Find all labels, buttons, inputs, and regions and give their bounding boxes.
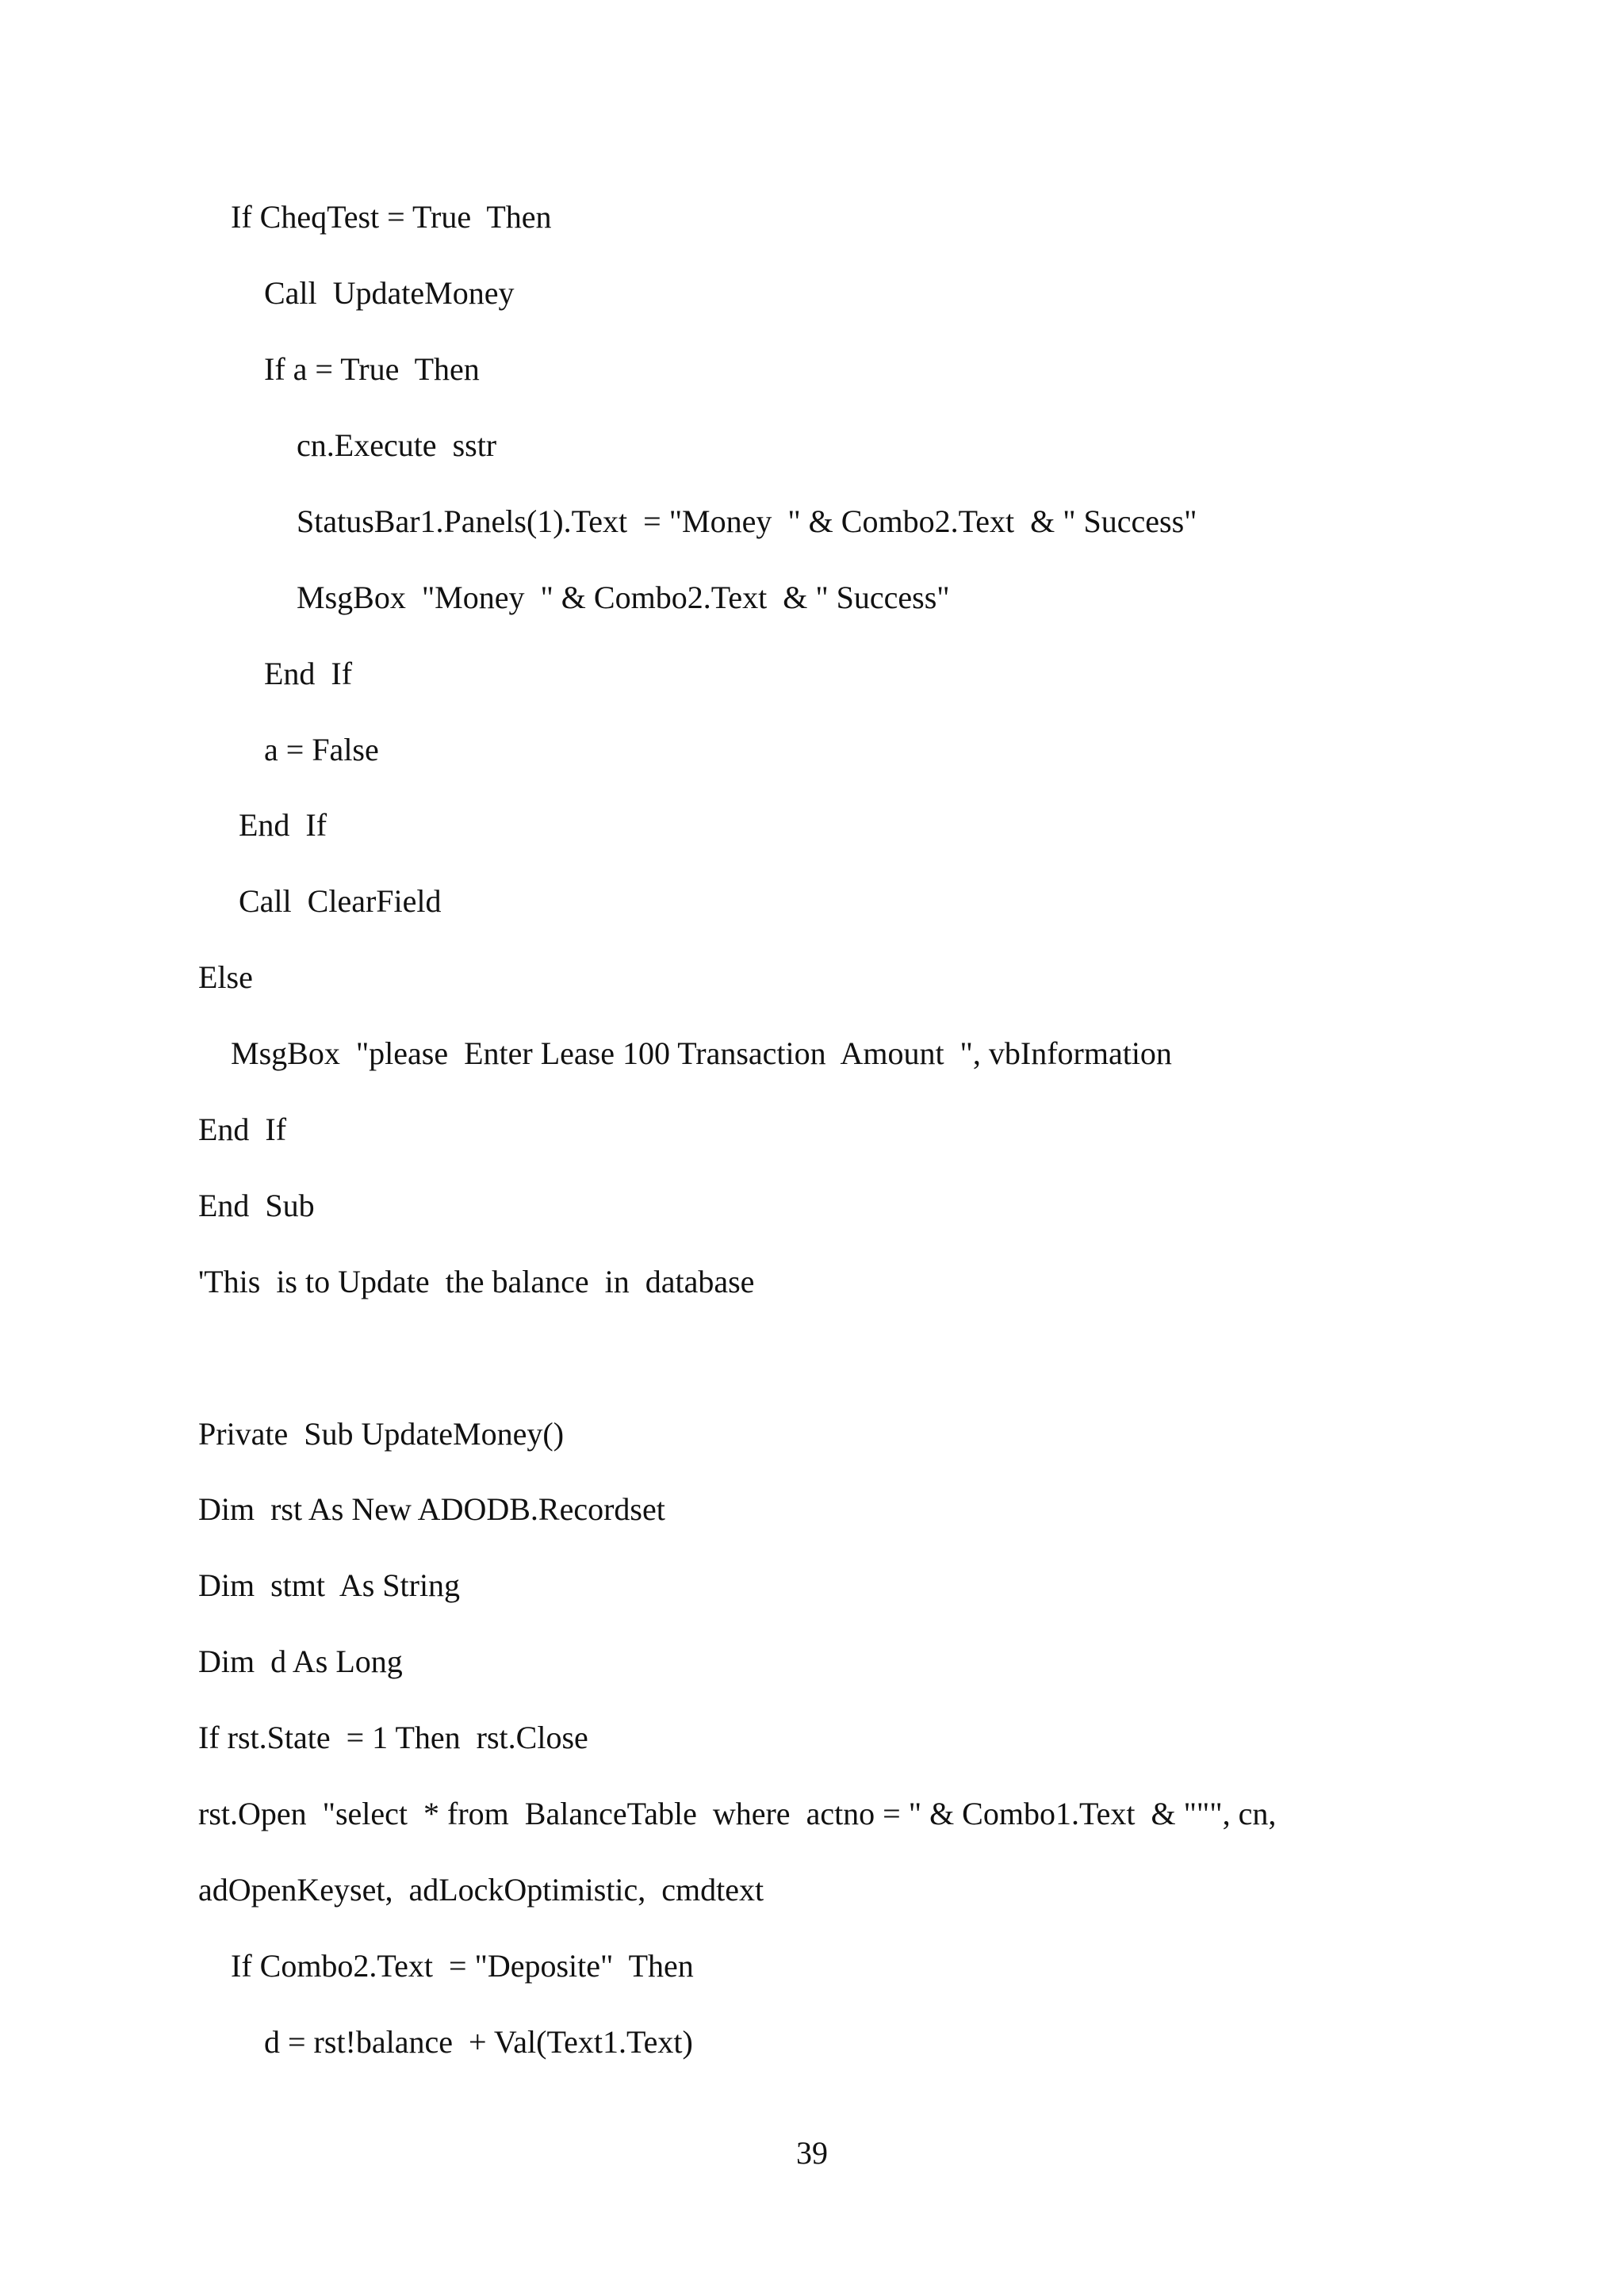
code-line: MsgBox "please Enter Lease 100 Transaction Amount ", vbInformation <box>231 1035 1172 1071</box>
code-line: End If <box>264 656 353 691</box>
code-line: End If <box>239 807 327 843</box>
code-line: rst.Open "select * from BalanceTable where actno = " & Combo1.Text & """, cn, <box>198 1796 1277 1831</box>
code-line: Else <box>198 959 253 995</box>
code-comment: 'This is to Update the balance in database <box>198 1264 755 1299</box>
code-line: a = False <box>264 732 379 767</box>
code-line: Dim stmt As String <box>198 1567 461 1603</box>
code-line: d = rst!balance + Val(Text1.Text) <box>264 2024 693 2060</box>
code-line: StatusBar1.Panels(1).Text = "Money " & Combo2.Text & " Success" <box>297 503 1197 539</box>
code-line: Dim d As Long <box>198 1644 403 1679</box>
code-line: Call UpdateMoney <box>264 275 515 311</box>
page-number: 39 <box>796 2135 828 2171</box>
code-line: If CheqTest = True Then <box>231 199 552 235</box>
code-line: Dim rst As New ADODB.Recordset <box>198 1491 665 1527</box>
code-line: Call ClearField <box>239 883 442 919</box>
code-line: adOpenKeyset, adLockOptimistic, cmdtext <box>198 1872 764 1908</box>
code-line: Private Sub UpdateMoney() <box>198 1416 565 1452</box>
code-line: End Sub <box>198 1188 315 1223</box>
code-line: End If <box>198 1112 287 1147</box>
code-line: If rst.State = 1 Then rst.Close <box>198 1720 588 1755</box>
code-line: cn.Execute sstr <box>297 427 497 463</box>
code-line: MsgBox "Money " & Combo2.Text & " Success" <box>297 580 950 615</box>
code-line: If a = True Then <box>264 351 480 387</box>
code-line: If Combo2.Text = "Deposite" Then <box>231 1948 694 1984</box>
